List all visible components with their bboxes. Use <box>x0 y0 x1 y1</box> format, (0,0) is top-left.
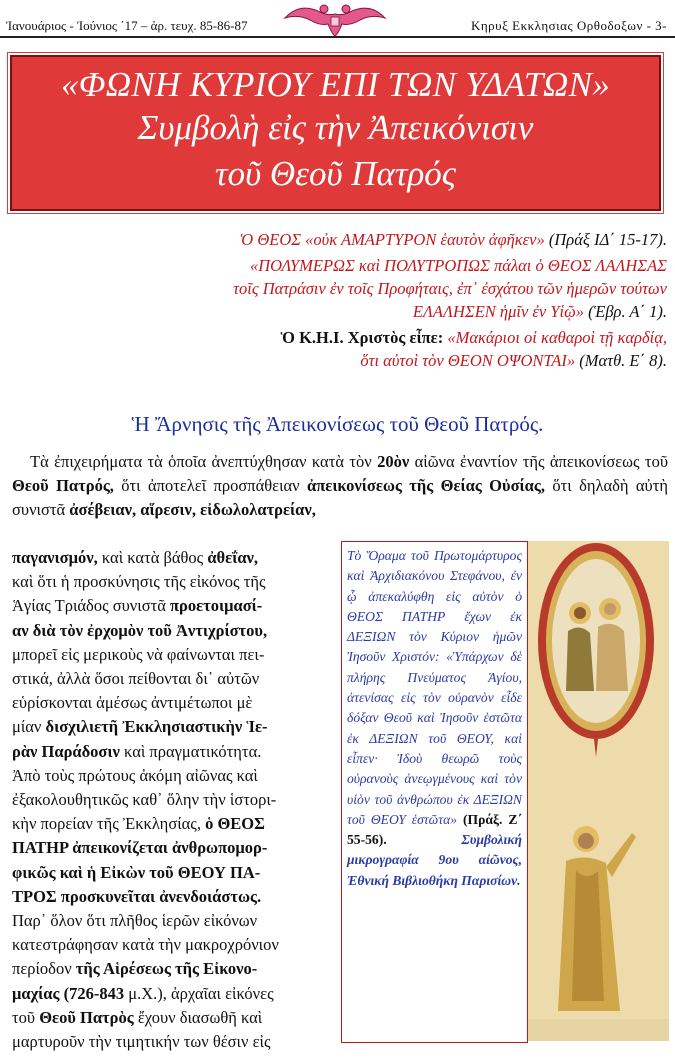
quote-2-ref: (Ἑβρ. Α΄ 1). <box>584 302 667 321</box>
title-line-3: τοῦ Θεοῦ Πατρός <box>215 154 456 193</box>
vision-of-stephen-miniature <box>528 541 669 1041</box>
journal-name: Κηρυξ Εκκλησιας Ορθοδοξων - 3- <box>470 18 667 33</box>
double-headed-eagle-icon <box>280 0 390 38</box>
quote-3-prefix: Ὁ Κ.Η.Ι. Χριστὸς εἶπε: <box>280 328 448 347</box>
issue-date: Ἰανουάριος - Ἰούνιος ΄17 – ἀρ. τευχ. 85-86-87 <box>6 18 248 33</box>
quote-1 <box>10 228 667 251</box>
image-caption: Τὸ Ὅραμα τοῦ Πρωτομάρτυρος καὶ Ἀρχιδιακόνου Στεφάνου, ἐν ᾧ ἀπεκαλύφθη εἰς αὐτὸν ὁ ΘΕΟΣ ΠΑΤΗΡ ἔχων ἐκ ΔΕΞΙΩΝ τὸν Κύριον ἡμῶν Ἰησοῦν Χριστόν: «Ὑπάρχων δὲ πλήρης Πνεύματος Ἁγίου, ἀτενίσας εἰς τὸν οὐρανὸν εἶδε δόξαν Θεοῦ καὶ Ἰησοῦν ἑστῶτα ἐκ ΔΕΞΙΩΝ τοῦ ΘΕΟΥ, καὶ εἶπεν· Ἰδοὺ θεωρῶ τοὺς οὐρανοὺς ἀνεῳγμένους καὶ τὸν υἱὸν τοῦ ἀνθρώπου ἐκ ΔΕΞΙΩΝ τοῦ ΘΕΟΥ ἑστῶτα» (Πράξ. Ζ΄ 55-56). Συμβολική μικρογραφία 9ου αἰῶνος, Ἐθνική Βιβλιοθήκη Παρισίων. <box>347 548 522 888</box>
quote-3-line-2: ὅτι αὐτοὶ τὸν ΘΕΟΝ ΟΨΟΝΤΑΙ» <box>360 351 576 370</box>
quote-3-line-1: «Μακάριοι οἱ καθαροὶ τῇ καρδίᾳ, <box>447 328 667 347</box>
title-banner <box>10 55 661 211</box>
epigraph-quotes <box>10 228 667 372</box>
body-intro <box>12 450 668 523</box>
section-heading: Ἡ Ἄρνησις τῆς Ἀπεικονίσεως τοῦ Θεοῦ Πατρός. <box>131 412 544 436</box>
quote-2-line-3: ΕΛΑΛΗΣΕΝ ἡμῖν ἐν Υἱῷ» <box>412 302 585 321</box>
quote-2 <box>10 254 667 323</box>
paragraph-1: Τὰ ἐπιχειρήματα τὰ ὁποῖα ἀνεπτύχθησαν κατὰ τὸν 20ὸν αἰῶνα ἐναντίον τῆς ἀπεικονίσεως τοῦ Θεοῦ Πατρός, ὅτι ἀποτελεῖ προσπάθειαν ἀπεικονίσεως τῆς Θείας Οὐσίας, ὅτι δηλαδὴ αὐτὴ συνιστᾶ ἀσέβειαν, αἵρεσιν, εἰδωλολατρείαν, <box>12 452 668 520</box>
quote-3-ref: (Ματθ. Ε΄ 8). <box>575 351 667 370</box>
title-line-2: Συμβολὴ εἰς τὴν Ἀπεικόνισιν <box>137 108 534 147</box>
quote-1-ref: (Πράξ ΙΔ΄ 15-17). <box>544 230 667 249</box>
quote-3 <box>10 326 667 372</box>
quote-1-text: Ὁ ΘΕΟΣ «οὐκ ΑΜΑΡΤΥΡΟΝ ἑαυτὸν ἀφῆκεν» <box>239 230 545 249</box>
page-header <box>0 0 675 40</box>
title-line-1: «ΦΩΝΗ ΚΥΡΙΟΥ ΕΠΙ ΤΩΝ ΥΔΑΤΩΝ» <box>60 65 611 104</box>
body-left-column: παγανισμόν, καὶ κατὰ βάθος ἀθεΐαν, καὶ ὅτι ἡ προσκύνησις τῆς εἰκόνος τῆς Ἁγίας Τριάδος συνιστᾶ προετοιμασί- αν διὰ τὸν ἐρχομὸν τοῦ Ἀντιχρίστου, μπορεῖ εἰς μερικοὺς νὰ φαίνωνται πει- στικά, ἀλλὰ ὅσοι πείθονται δι᾿ αὐτῶν εὑρίσκονται ἀμέσως ἀντιμέτωποι μὲ μίαν δισχιλιετῆ Ἐκκλησιαστικὴν Ἱε- ρὰν Παράδοσιν καὶ πραγματικότητα. Ἀπὸ τοὺς πρώτους ἀκόμη αἰῶνας καὶ ἐξακολουθητικῶς καθ᾿ ὅλην τὴν ἱστορι- κὴν πορείαν τῆς Ἐκκλησίας, ὁ ΘΕΟΣ ΠΑΤΗΡ ἀπεικονίζεται ἀνθρωπομορ- φικῶς καὶ ἡ Εἰκὼν τοῦ ΘΕΟΥ ΠΑ- ΤΡΟΣ προσκυνεῖται ἀνενδοιάστως. Παρ᾿ ὅλον ὅτι πλῆθος ἱερῶν εἰκόνων κατεστράφησαν κατὰ τὴν μακροχρόνιον περίοδον τῆς Αἱρέσεως τῆς Εἰκονο- μαχίας (726-843 μ.Χ.), ἀρχαῖαι εἰκόνες τοῦ Θεοῦ Πατρὸς ἔχουν διασωθῆ καὶ μαρτυροῦν τὴν τιμητικήν των θέσιν εἰς <box>12 548 279 1052</box>
quote-2-line-2: τοῖς Πατράσιν ἐν τοῖς Προφήταις, ἐπ᾿ ἐσχάτου τῶν ἡμερῶν τούτων <box>233 279 667 298</box>
header-rule <box>0 36 675 38</box>
image-caption-box <box>341 541 528 1043</box>
quote-2-line-1: «ΠΟΛΥΜΕΡΩΣ καὶ ΠΟΛΥΤΡΟΠΩΣ πάλαι ὁ ΘΕΟΣ ΛΑΛΗΣΑΣ <box>249 256 667 275</box>
